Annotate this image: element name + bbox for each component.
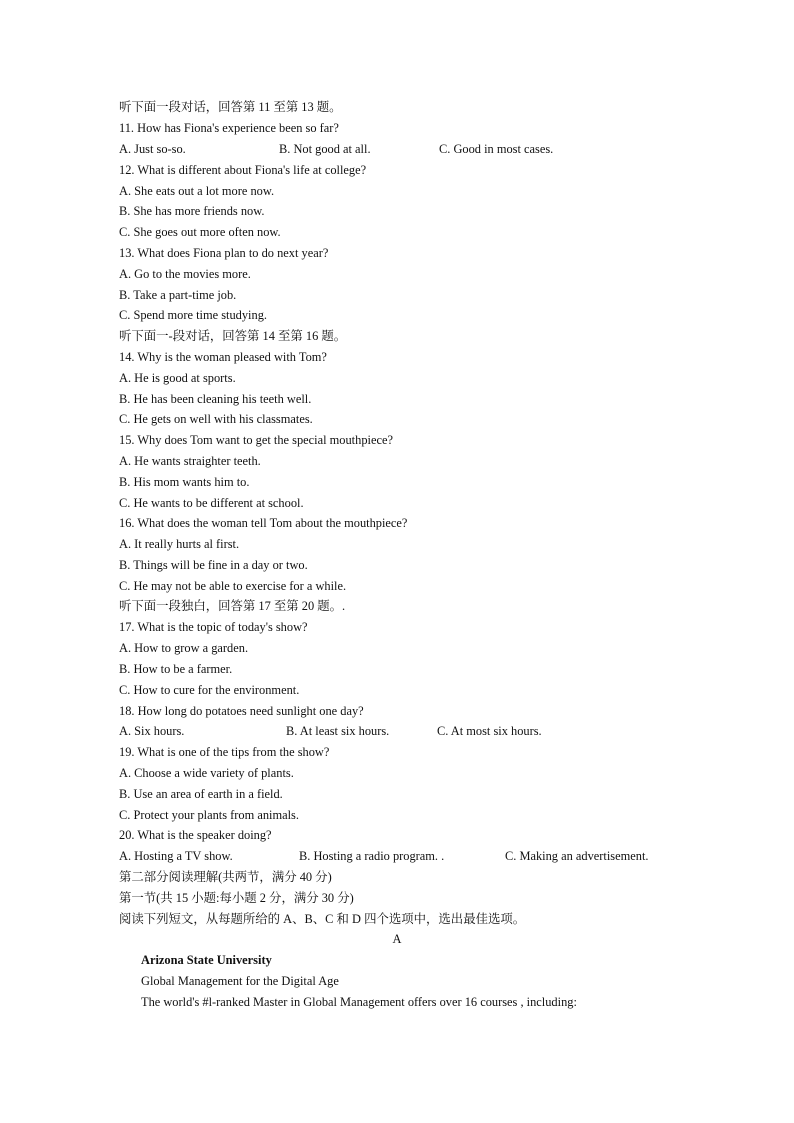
- question-18-options: [119, 723, 719, 739]
- question-18-stem: 18. How long do potatoes need sunlight one day?: [119, 704, 364, 718]
- question-12-option-a: A. She eats out a lot more now.: [119, 184, 275, 198]
- question-15-option-a: A. He wants straighter teeth.: [119, 454, 261, 468]
- section-heading-11-13: 听下面一段对话，回答第 11 至第 13 题。: [119, 100, 342, 114]
- question-13-stem: 13. What does Fiona plan to do next year?: [119, 246, 329, 260]
- question-14-stem: 14. Why is the woman pleased with Tom?: [119, 350, 327, 364]
- question-19-option-a: A. Choose a wide variety of plants.: [119, 766, 294, 780]
- section-heading-17-20: 听下面一段独白，回答第 17 至第 20 题。.: [119, 599, 346, 613]
- question-19-stem: 19. What is one of the tips from the show?: [119, 745, 330, 759]
- reading-instructions: 阅读下列短文，从每题所给的 A、B、C 和 D 四个选项中，选出最佳选项。: [119, 912, 526, 926]
- option-b: B. Not good at all.: [279, 142, 371, 156]
- question-12-option-b: B. She has more friends now.: [119, 204, 265, 218]
- question-16-option-a: A. It really hurts al first.: [119, 537, 240, 551]
- question-19-option-c: C. Protect your plants from animals.: [119, 808, 299, 822]
- question-17-option-c: C. How to cure for the environment.: [119, 683, 300, 697]
- question-17-option-b: B. How to be a farmer.: [119, 662, 233, 676]
- question-14-option-c: C. He gets on well with his classmates.: [119, 412, 313, 426]
- question-17-stem: 17. What is the topic of today's show?: [119, 620, 308, 634]
- passage-subtitle: Global Management for the Digital Age: [141, 974, 339, 988]
- question-12-stem: 12. What is different about Fiona's life at college?: [119, 163, 367, 177]
- option-c: C. At most six hours.: [437, 724, 542, 738]
- option-c: C. Good in most cases.: [439, 142, 554, 156]
- passage-body: The world's #l-ranked Master in Global Management offers over 16 courses , including:: [141, 995, 577, 1009]
- question-15-option-c: C. He wants to be different at school.: [119, 496, 304, 510]
- question-20-options: [119, 848, 719, 864]
- option-b: B. At least six hours.: [286, 724, 390, 738]
- question-19-option-b: B. Use an area of earth in a field.: [119, 787, 283, 801]
- section-heading-14-16: 听下面一-段对话，回答第 14 至第 16 题。: [119, 329, 347, 343]
- passage-title: Arizona State University: [141, 953, 272, 967]
- question-15-stem: 15. Why does Tom want to get the special mouthpiece?: [119, 433, 393, 447]
- question-13-option-c: C. Spend more time studying.: [119, 308, 267, 322]
- question-17-option-a: A. How to grow a garden.: [119, 641, 249, 655]
- option-a: A. Hosting a TV show.: [119, 849, 233, 863]
- option-c: C. Making an advertisement.: [505, 849, 649, 863]
- option-b: B. Hosting a radio program. .: [299, 849, 445, 863]
- question-13-option-a: A. Go to the movies more.: [119, 267, 251, 281]
- question-15-option-b: B. His mom wants him to.: [119, 475, 250, 489]
- question-14-option-b: B. He has been cleaning his teeth well.: [119, 392, 312, 406]
- question-20-stem: 20. What is the speaker doing?: [119, 828, 272, 842]
- option-a: A. Just so-so.: [119, 142, 186, 156]
- question-16-stem: 16. What does the woman tell Tom about the mouthpiece?: [119, 516, 408, 530]
- question-16-option-c: C. He may not be able to exercise for a while.: [119, 579, 347, 593]
- section-one-heading: 第一节(共 15 小题:每小题 2 分，满分 30 分): [119, 891, 354, 905]
- passage-letter: A: [392, 932, 402, 946]
- option-a: A. Six hours.: [119, 724, 185, 738]
- question-12-option-c: C. She goes out more often now.: [119, 225, 281, 239]
- question-16-option-b: B. Things will be fine in a day or two.: [119, 558, 308, 572]
- question-13-option-b: B. Take a part-time job.: [119, 288, 237, 302]
- question-14-option-a: A. He is good at sports.: [119, 371, 236, 385]
- part-two-heading: 第二部分阅读理解(共两节，满分 40 分): [119, 870, 332, 884]
- question-11-stem: 11. How has Fiona's experience been so far?: [119, 121, 339, 135]
- question-11-options: [119, 141, 719, 157]
